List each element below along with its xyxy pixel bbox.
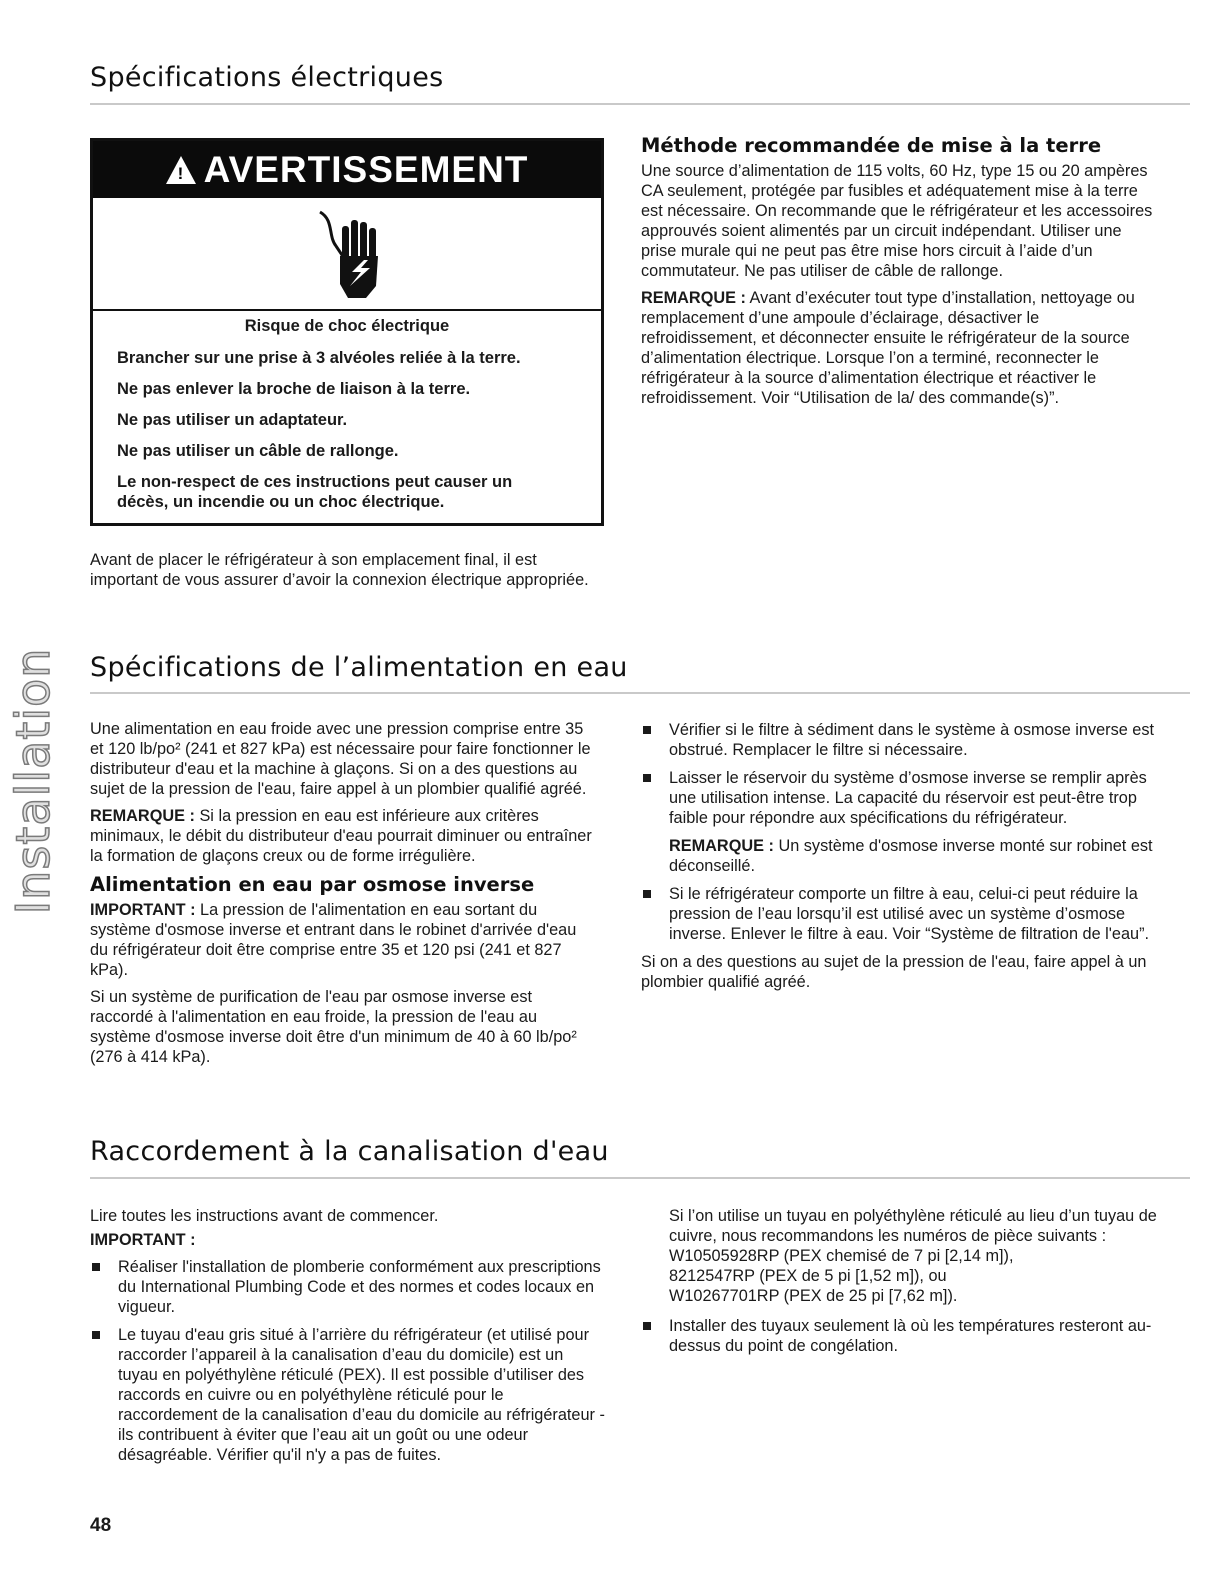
list-item: Laisser le réservoir du système d’osmose inverse se remplir après une utilisation intense. La capacité du réservoir est peut-être trop faible pour répondre aux spécifications du réfrigérateur. bbox=[641, 768, 1161, 828]
water-pressure-para: Une alimentation en eau froide avec une pression comprise entre 35 et 120 lb/po² (241 et 827 kPa) est nécessaire pour faire fonctionner le distributeur d'eau et la machine à glaçons. Si on a des questions au sujet de la pression de l'eau, faire appel à un plombier qualifié agréé. bbox=[90, 720, 591, 798]
note-text: Avant d’exécuter tout type d’installation, nettoyage ou remplacement d’une ampoule d’éclairage, désactiver le refroidissement, et déconnecter ensuite le réfrigérateur de la source d’alimentation électrique. Lorsque l’on a terminé, reconnecter le réfrigérateur à la source d’alimentation électrique et réactiver le refroidissement. Voir “Utilisation de la/ des commande(s)”. bbox=[641, 289, 1135, 407]
osmosis-pressure-para: Si un système de purification de l'eau par osmose inverse est raccordé à l'alimentation en eau froide, la pression de l'eau au système d'osmose inverse doit être d'un minimum de 40 à 60 lb/po² (276 à 414 kPa). bbox=[90, 988, 577, 1066]
note-label: REMARQUE : bbox=[90, 807, 195, 825]
warning-line: Ne pas enlever la broche de liaison à la terre. bbox=[117, 380, 471, 398]
list-item: Vérifier si le filtre à sédiment dans le système à osmose inverse est obstrué. Remplacer le filtre si nécessaire. bbox=[641, 720, 1161, 760]
osmosis-faucet-note: REMARQUE : Un système d'osmose inverse monté sur robinet est déconseillé. bbox=[669, 837, 1153, 875]
water-line-intro: Lire toutes les instructions avant de commencer. bbox=[90, 1207, 439, 1225]
water-line-right bbox=[641, 1206, 1161, 1364]
warning-heading: AVERTISSEMENT bbox=[203, 148, 529, 190]
warning-risk: Risque de choc électrique bbox=[244, 317, 450, 335]
important-text: La pression de l'alimentation en eau sortant du système d'osmose inverse et entrant dans le robinet d'arrivée d'eau du réfrigérateur doit être comprise entre 35 et 120 psi (241 et 827 kPa). bbox=[90, 901, 577, 979]
osmosis-title: Alimentation en eau par osmose inverse bbox=[90, 873, 535, 896]
grounding-note bbox=[641, 288, 1156, 408]
water-supply-right bbox=[641, 720, 1161, 999]
list-item: Le tuyau d'eau gris situé à l’arrière du réfrigérateur (et utilisé pour raccorder l’appareil à la canalisation d’eau du domicile) est un tuyau en polyéthylène réticulé (PEX). Il est possible d’utiliser des raccords en cuivre ou en polyéthylène réticulé pour le raccordement de la canalisation d’eau du domicile au réfrigérateur - ils contribuent à éviter que l’eau ait un goût ou une odeur désagréable. Vérifier qu'il n'y a pas de fuites. bbox=[90, 1325, 605, 1465]
water-supply-left bbox=[90, 719, 595, 1074]
warning-consequence: Le non-respect de ces instructions peut causer un décès, un incendie ou un choc électrique. bbox=[117, 473, 513, 511]
note-text: Si la pression en eau est inférieure aux critères minimaux, le débit du distributeur d'eau pourrait diminuer ou entraîner la formation de glaçons creux ou de forme irrégulière. bbox=[90, 807, 592, 865]
important-label: IMPORTANT : bbox=[90, 1231, 196, 1249]
pex-part: 8212547RP (PEX de 5 pi [1,52 m]), ou bbox=[669, 1267, 947, 1285]
section-title-electrical: Spécifications électriques bbox=[90, 62, 444, 93]
pex-part: W10267701RP (PEX de 25 pi [7,62 m]). bbox=[669, 1287, 958, 1305]
warning-line: Brancher sur une prise à 3 alvéoles reliée à la terre. bbox=[117, 349, 521, 367]
section-rule bbox=[90, 1177, 1190, 1179]
electric-shock-hand-icon bbox=[314, 206, 384, 302]
side-tab-installation: Installation bbox=[6, 647, 60, 915]
list-item: Si le réfrigérateur comporte un filtre à eau, celui-ci peut réduire la pression de l’eau lorsqu’il est utilisé avec un système d’osmose inverse. Enlever le filtre à eau. Voir “Système de filtration de l'eau”. bbox=[641, 884, 1161, 944]
section-title-water-supply: Spécifications de l’alimentation en eau bbox=[90, 652, 628, 683]
warning-box bbox=[90, 138, 604, 526]
warning-header bbox=[93, 141, 601, 198]
section-rule bbox=[90, 103, 1190, 105]
grounding-para: Une source d’alimentation de 115 volts, 60 Hz, type 15 ou 20 ampères CA seulement, protégée par fusibles et adéquatement mise à la terre est nécessaire. On recommande que le réfrigérateur et les accessoires approuvés soient alimentés par un circuit indépendant. Utiliser une prise murale qui ne peut pas être mise hors circuit à l’aide d’un commutateur. Ne pas utiliser de câble de rallonge. bbox=[641, 162, 1153, 280]
water-pressure-note bbox=[90, 806, 595, 866]
warning-line: Ne pas utiliser un câble de rallonge. bbox=[117, 442, 399, 460]
osmosis-important bbox=[90, 900, 595, 980]
note-label: REMARQUE : bbox=[641, 289, 746, 307]
water-line-left bbox=[90, 1206, 605, 1473]
important-label: IMPORTANT : bbox=[90, 901, 196, 919]
warning-line: Ne pas utiliser un adaptateur. bbox=[117, 411, 348, 429]
pex-part: W10505928RP (PEX chemisé de 7 pi [2,14 m]), bbox=[669, 1247, 1014, 1265]
grounding-method bbox=[641, 134, 1156, 415]
shock-hazard-row bbox=[93, 198, 601, 311]
section-title-water-line: Raccordement à la canalisation d'eau bbox=[90, 1136, 609, 1167]
water-closing: Si on a des questions au sujet de la pression de l'eau, faire appel à un plombier qualifié agréé. bbox=[641, 953, 1147, 991]
section-rule bbox=[90, 692, 1190, 694]
grounding-title: Méthode recommandée de mise à la terre bbox=[641, 134, 1102, 157]
list-item: Installer des tuyaux seulement là où les températures resteront au-dessus du point de congélation. bbox=[641, 1316, 1161, 1356]
page-number: 48 bbox=[90, 1515, 112, 1536]
pex-intro: Si l’on utilise un tuyau en polyéthylène réticulé au lieu d’un tuyau de cuivre, nous recommandons les numéros de pièce suivants : bbox=[669, 1207, 1157, 1245]
list-item: Réaliser l'installation de plomberie conformément aux prescriptions du International Plumbing Code et des normes et codes locaux en vigueur. bbox=[90, 1257, 605, 1317]
electrical-intro: Avant de placer le réfrigérateur à son emplacement final, il est important de vous assurer d’avoir la connexion électrique appropriée. bbox=[90, 551, 589, 589]
warning-triangle-icon: ! bbox=[166, 156, 196, 184]
